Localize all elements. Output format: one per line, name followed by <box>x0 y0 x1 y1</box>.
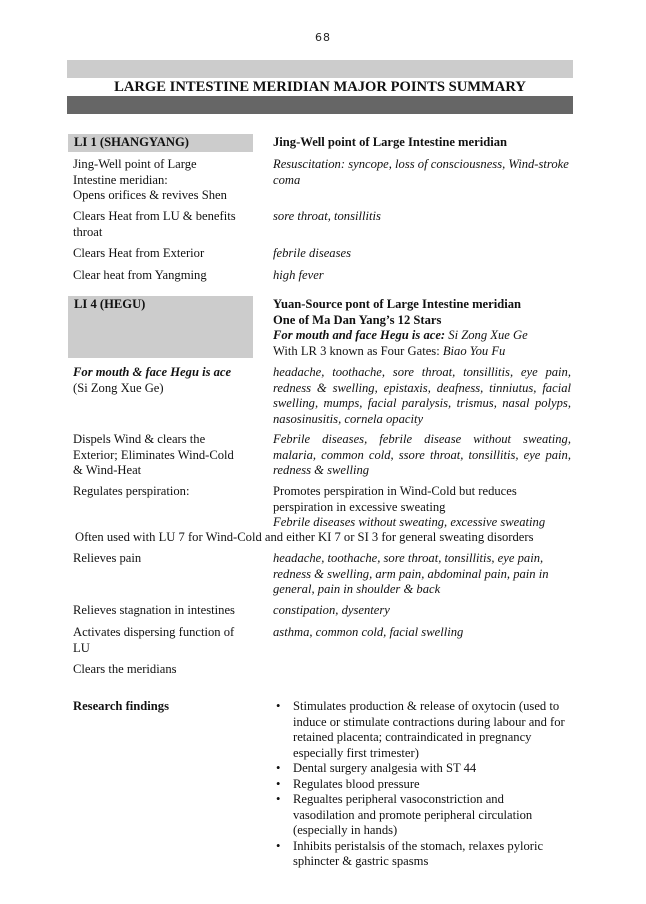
bullet-icon: • <box>276 761 281 775</box>
li1-row-4-indication: high fever <box>273 268 324 282</box>
research-item-text: Stimulates production & release of oxytocin (used to induce or stimulate contractions during labour and for retained placenta; contraindicated in pregnancy especially first trimester) <box>293 699 565 760</box>
research-list <box>275 699 565 870</box>
research-item-text: Dental surgery analgesia with ST 44 <box>293 761 477 775</box>
page-title: LARGE INTESTINE MERIDIAN MAJOR POINTS SUMMARY <box>114 79 526 95</box>
li1-row-1-indication: Resuscitation: syncope, loss of consciousness, Wind-stroke coma <box>273 157 569 187</box>
text-line: Jing-Well point of Large <box>73 157 197 171</box>
li4-row-meridians-function: Clears the meridians <box>73 662 177 676</box>
li4-row-persp-indication <box>273 484 571 531</box>
li4-row-persp-function: Regulates perspiration: <box>73 484 190 498</box>
research-item <box>275 777 565 793</box>
research-item <box>275 792 565 839</box>
research-item <box>275 761 565 777</box>
page-number: 68 <box>315 31 331 44</box>
text-line: Opens orifices & revives Shen <box>73 188 227 202</box>
research-item-text: Regualtes peripheral vasoconstriction and vasodilation and promote peripheral circulation (especially in hands) <box>293 792 533 837</box>
text-line: Exterior; Eliminates Wind-Cold <box>73 447 234 462</box>
text-line: LU <box>73 640 90 655</box>
research-item-text: Regulates blood pressure <box>293 776 420 791</box>
title-bar-top <box>67 60 573 78</box>
li4-desc-line-1: Yuan-Source pont of Large Intestine meridian <box>273 297 522 311</box>
li1-row-3-indication: febrile diseases <box>273 246 351 260</box>
text-line: throat <box>73 224 103 239</box>
text-line: For mouth & face Hegu is ace <box>73 365 232 379</box>
li4-row-ace-function <box>73 365 258 396</box>
li1-row-3-function: Clears Heat from Exterior <box>73 246 205 260</box>
li4-persp-note: Often used with LU 7 for Wind-Cold and either KI 7 or SI 3 for general sweating disorders <box>75 530 534 544</box>
li4-row-stagnation-indication: constipation, dysentery <box>273 603 390 617</box>
research-item <box>275 699 565 761</box>
text-line: Activates dispersing function of <box>73 625 235 639</box>
li1-row-1-function <box>73 157 258 204</box>
li4-desc-line-2: One of Ma Dan Yang’s 12 Stars <box>273 312 442 327</box>
li4-row-dispersing-function <box>73 625 258 656</box>
li4-heading-desc <box>273 297 571 359</box>
text-line: Dispels Wind & clears the <box>73 432 206 446</box>
li1-row-2-function <box>73 209 258 240</box>
research-heading: Research findings <box>73 699 169 713</box>
text-plain: With LR 3 known as Four Gates: <box>273 343 443 358</box>
text-italic: Febrile diseases without sweating, excessive sweating <box>273 515 546 529</box>
text-italic: Biao You Fu <box>442 343 506 358</box>
li4-row-pain-indication: headache, toothache, sore throat, tonsillitis, eye pain, redness & swelling, arm pain, abdominal pain, pain in general, pain in shoulder & back <box>273 551 549 596</box>
research-item <box>275 839 565 870</box>
li1-row-2-indication: sore throat, tonsillitis <box>273 209 381 223</box>
bullet-icon: • <box>276 699 281 713</box>
bullet-icon: • <box>276 792 281 806</box>
li1-row-4-function: Clear heat from Yangming <box>73 268 207 282</box>
li4-row-dispersing-indication: asthma, common cold, facial swelling <box>273 625 464 639</box>
li4-desc-line-3 <box>273 328 571 344</box>
text-line: (Si Zong Xue Ge) <box>73 380 164 395</box>
li4-row-stagnation-function: Relieves stagnation in intestines <box>73 603 235 617</box>
title-bar-bottom <box>67 96 573 114</box>
text-italic: Si Zong Xue Ge <box>445 328 528 342</box>
text-plain: Promotes perspiration in Wind-Cold but reduces perspiration in excessive sweating <box>273 484 517 514</box>
bullet-icon: • <box>276 776 281 791</box>
research-item-text: Inhibits peristalsis of the stomach, relaxes pyloric sphincter & gastric spasms <box>293 838 544 868</box>
li4-row-pain-function: Relieves pain <box>73 551 142 565</box>
text-line: Intestine meridian: <box>73 172 168 187</box>
bullet-icon: • <box>276 838 281 853</box>
li4-heading-cell <box>68 296 253 358</box>
li4-desc-line-4 <box>273 344 571 360</box>
li4-row-ace-indication: headache, toothache, sore throat, tonsillitis, eye pain, redness & swelling, epistaxis, deafness, tinniutus, facial swelling, mumps, facial paralysis, trismus, nasal polyps, nasosinusitis, cornela opacity <box>273 365 571 426</box>
text-line: & Wind-Heat <box>73 463 142 477</box>
li4-row-wind-function <box>73 432 258 479</box>
li1-heading-cell <box>68 134 253 152</box>
li1-heading: LI 1 (SHANGYANG) <box>74 135 189 149</box>
text-bold-italic: For mouth and face Hegu is ace: <box>273 328 446 342</box>
text-line: Clears Heat from LU & benefits <box>73 209 236 223</box>
li4-row-wind-indication: Febrile diseases, febrile disease without sweating, malaria, common cold, ssore throat, tonsillitis, eye pain, redness & swelling <box>273 432 571 477</box>
li4-heading: LI 4 (HEGU) <box>74 297 146 311</box>
li1-heading-desc: Jing-Well point of Large Intestine meridian <box>273 135 508 149</box>
